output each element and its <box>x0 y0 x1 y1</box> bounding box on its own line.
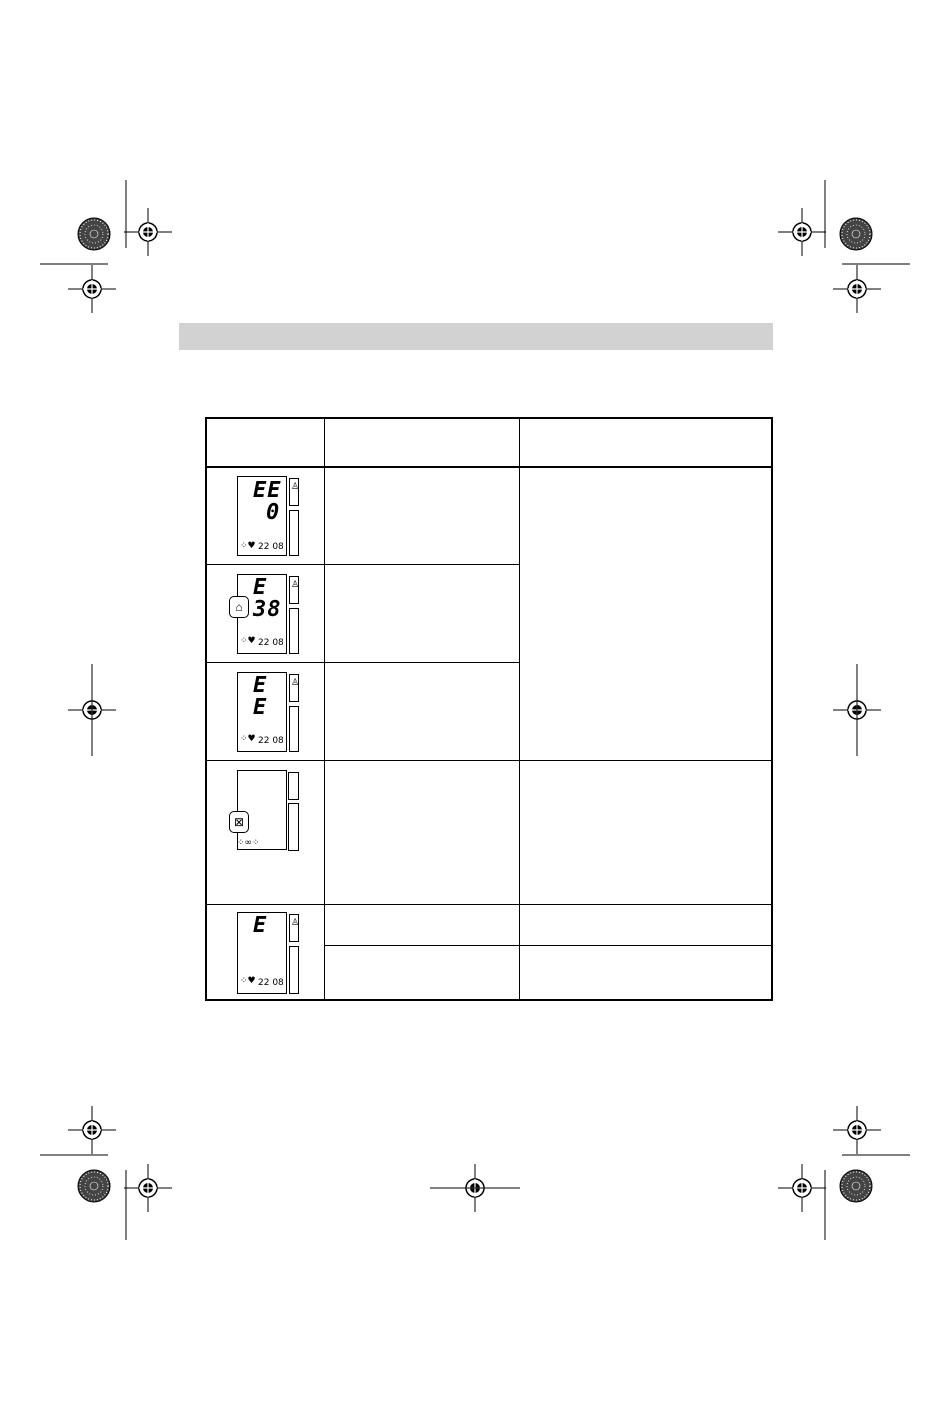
person-icon: ♙ <box>291 482 300 492</box>
lcd-time: 22 08 <box>258 978 284 988</box>
heart-icon: ⁘♥ <box>240 976 256 986</box>
person-icon: ♙ <box>291 918 300 928</box>
lcd-top-digits: E <box>253 913 268 938</box>
starburst-target-icon <box>840 1170 872 1202</box>
lcd-time: 22 08 <box>258 638 284 648</box>
lcd-top-digits: EE <box>253 478 282 503</box>
lcd-time: 22 08 <box>258 542 284 552</box>
heart-icon: ⁘♥ <box>240 734 256 744</box>
heart-icon: ⁘♥ <box>240 541 256 551</box>
lcd-middle-digits: E <box>253 695 268 720</box>
crosshair-registration-icon <box>68 1106 116 1154</box>
lcd-time: 22 08 <box>258 736 284 746</box>
lcd-middle-digits: 38 <box>253 597 282 622</box>
crosshair-registration-icon <box>68 265 116 313</box>
battery-status-icon: ⁘∞⁘ <box>237 838 260 848</box>
person-icon: ♙ <box>291 580 300 590</box>
heart-icon: ⁘♥ <box>240 636 256 646</box>
person-icon: ♙ <box>291 678 300 688</box>
crosshair-registration-icon <box>124 1164 172 1212</box>
battery-icon: ⊠ <box>229 811 249 833</box>
starburst-target-icon <box>840 218 872 250</box>
cuff-icon: ⌂ <box>229 596 249 618</box>
lcd-top-digits: E <box>253 575 268 600</box>
starburst-target-icon <box>78 1170 110 1202</box>
crosshair-registration-icon <box>124 208 172 256</box>
lcd-top-digits: E <box>253 673 268 698</box>
lcd-middle-digits: 0 <box>266 500 281 525</box>
crosshair-registration-icon <box>833 265 881 313</box>
crosshair-registration-icon <box>833 1106 881 1154</box>
starburst-target-icon <box>78 218 110 250</box>
crosshair-registration-icon <box>778 1164 826 1212</box>
crosshair-registration-icon <box>778 208 826 256</box>
